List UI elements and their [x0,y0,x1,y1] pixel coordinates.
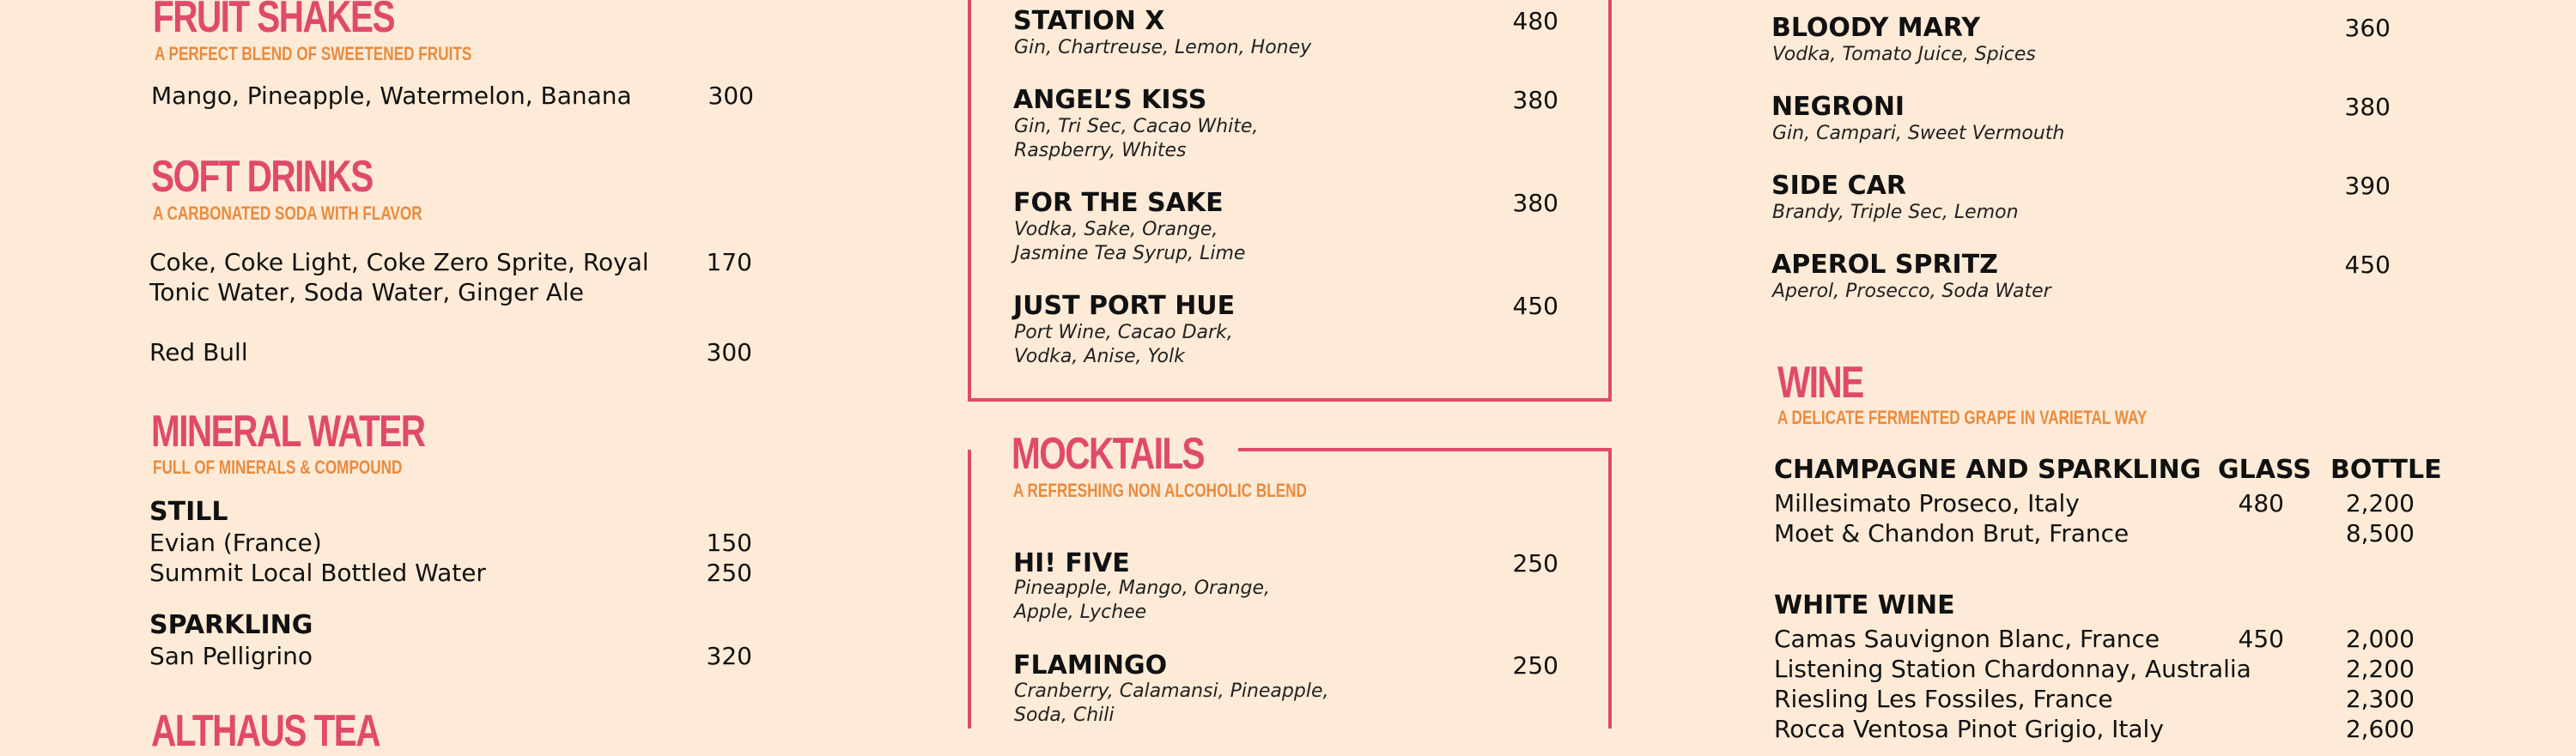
section-subtitle: A CARBONATED SODA WITH FLAVOR [153,203,422,224]
menu-item-price: 300 [708,82,754,110]
wine-name: Riesling Les Fossiles, France [1774,685,2113,713]
subsection-label: SPARKLING [149,610,313,640]
menu-item-name: Coke, Coke Light, Coke Zero Sprite, Royal [149,248,649,276]
wine-name: Moet & Chandon Brut, France [1774,519,2129,547]
drink-name: NEGRONI [1771,92,1905,122]
menu-item-name: San Pelligrino [149,642,313,670]
drink-price: 380 [1512,86,1558,114]
wine-bottle-price: 2,000 [2345,625,2415,653]
drink-price: 380 [1512,189,1558,217]
drink-name: ANGEL’S KISS [1013,85,1207,115]
drink-description: Vodka, Sake, Orange, [1014,219,1218,240]
frame-right-border [1608,0,1612,402]
frame-bottom-border [968,398,1612,402]
drink-description: Cranberry, Calamansi, Pineapple, [1014,680,1329,702]
drink-description: Aperol, Prosecco, Soda Water [1772,281,2051,302]
drink-description: Apple, Lychee [1014,602,1147,623]
wine-bottle-price: 2,600 [2345,715,2415,743]
column-header-glass: GLASS [2218,455,2312,485]
wine-glass-price: 450 [2238,625,2284,653]
drink-name: HI! FIVE [1013,548,1130,578]
section-title-partial: ALTHAUS TEA [151,706,380,756]
drink-description: Pineapple, Mango, Orange, [1014,578,1270,599]
drink-price: 480 [1512,7,1558,35]
menu-item-name: Evian (France) [149,529,322,557]
frame-left-border [968,450,971,729]
menu-item-name: Red Bull [149,338,248,366]
menu-item-price: 170 [706,248,752,276]
menu-item-price: 300 [706,338,752,366]
section-subtitle: A DELICATE FERMENTED GRAPE IN VARIETAL WAY [1777,407,2148,428]
drink-description: Jasmine Tea Syrup, Lime [1014,243,1246,264]
menu-item-name: Mango, Pineapple, Watermelon, Banana [151,82,632,110]
section-title: FRUIT SHAKES [153,0,394,42]
drink-description: Port Wine, Cacao Dark, [1014,322,1233,343]
subsection-label: CHAMPAGNE AND SPARKLING [1774,455,2202,485]
drink-description: Gin, Tri Sec, Cacao White, [1014,116,1259,137]
drink-name: JUST PORT HUE [1013,291,1236,321]
menu-item-price: 320 [706,642,752,670]
wine-name: Millesimato Proseco, Italy [1774,489,2080,517]
drink-name: APEROL SPRITZ [1771,250,1998,280]
drink-price: 250 [1512,651,1558,680]
drink-name: FLAMINGO [1013,650,1168,680]
drink-description: Soda, Chili [1014,705,1115,726]
section-subtitle: FULL OF MINERALS & COMPOUND [153,457,403,478]
wine-bottle-price: 2,300 [2345,685,2415,713]
column-header-bottle: BOTTLE [2330,455,2442,485]
frame-top-border [1238,448,1612,451]
menu-item-name: Tonic Water, Soda Water, Ginger Ale [149,278,584,306]
drink-price: 390 [2344,172,2391,200]
drink-description: Vodka, Tomato Juice, Spices [1772,44,2036,65]
drink-name: FOR THE SAKE [1013,188,1224,218]
drink-price: 450 [1512,292,1558,320]
section-subtitle: A PERFECT BLEND OF SWEETENED FRUITS [155,43,472,64]
drink-price: 250 [1512,549,1558,578]
subsection-label: WHITE WINE [1774,590,1955,620]
drink-price: 450 [2344,251,2391,279]
wine-glass-price: 480 [2238,489,2284,517]
drink-name: BLOODY MARY [1771,13,1981,43]
frame-right-border [1608,450,1612,729]
wine-name: Listening Station Chardonnay, Australia [1774,655,2251,683]
menu-item-price: 250 [706,559,752,587]
section-title: MINERAL WATER [151,407,425,457]
drink-description: Gin, Campari, Sweet Vermouth [1772,123,2065,144]
section-title: WINE [1777,358,1863,408]
menu-item-name: Summit Local Bottled Water [149,559,486,587]
drink-price: 360 [2344,14,2391,42]
wine-bottle-price: 2,200 [2345,655,2415,683]
drink-description: Raspberry, Whites [1014,140,1187,161]
wine-bottle-price: 8,500 [2345,519,2415,547]
menu-item-price: 150 [706,529,752,557]
subsection-label: STILL [149,497,228,527]
wine-name: Camas Sauvignon Blanc, France [1774,625,2160,653]
drink-price: 380 [2344,93,2391,121]
wine-bottle-price: 2,200 [2345,489,2415,517]
section-title: MOCKTAILS [1012,429,1205,479]
drink-name: SIDE CAR [1771,171,1906,201]
drink-description: Vodka, Anise, Yolk [1014,346,1185,367]
section-subtitle: A REFRESHING NON ALCOHOLIC BLEND [1013,480,1307,501]
drink-description: Brandy, Triple Sec, Lemon [1772,202,2019,223]
section-title: SOFT DRINKS [151,152,373,202]
frame-left-border [968,0,971,402]
drink-description: Gin, Chartreuse, Lemon, Honey [1014,37,1312,58]
drink-name: STATION X [1013,6,1165,36]
wine-name: Rocca Ventosa Pinot Grigio, Italy [1774,715,2164,743]
